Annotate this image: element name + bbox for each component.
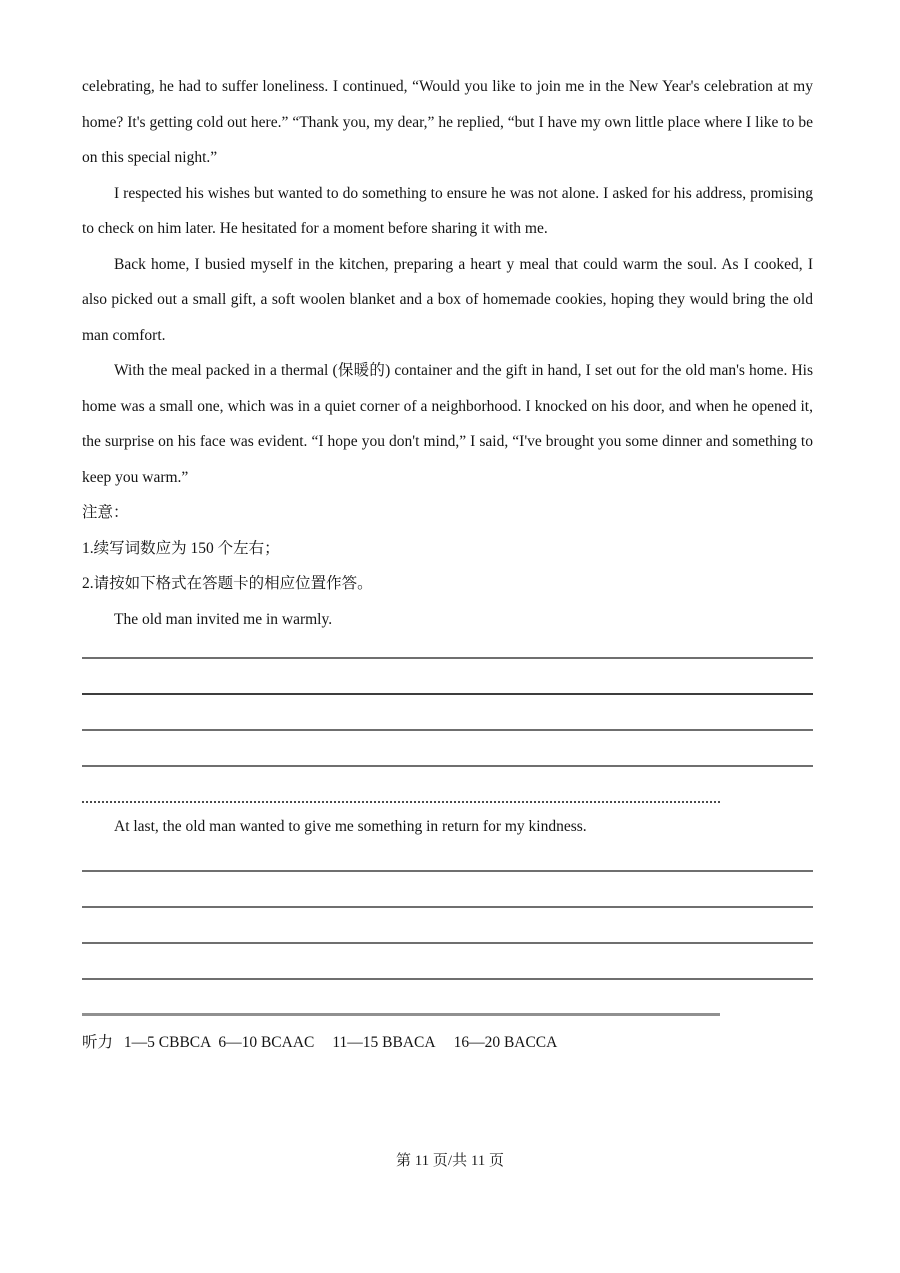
notes-heading: 注意： (82, 504, 129, 521)
page-footer (0, 1150, 900, 1172)
listening-answer-group: 6—10 BCAAC (218, 1033, 315, 1051)
story-paragraph: Back home, I busied myself in the kitchen, preparing a heart y meal that could warm the soul. As I cooked, I also picked out a small gift, a soft woolen blanket and a box of homemade cookies, hoping they would bring the old man comfort. (82, 255, 813, 344)
note-item: 1.续写词数应为 150 个左右； (82, 539, 280, 557)
answer-writing-line (82, 695, 813, 731)
answer-writing-line (82, 767, 720, 803)
page-number: 第 11 页/共 11 页 (395, 1153, 505, 1169)
answer-writing-line (82, 944, 813, 980)
story-paragraph: With the meal packed in a thermal (保暖的) container and the gift in hand, I set out for the old man's home. His home was a small one, which was in a quiet corner of a neighborhood. I knocked on his door, and when he opened it, the surprise on his face was evident. “I hope you don't mind,” I said, “I've brought you some dinner and something to keep you warm.” (82, 362, 813, 486)
answer-writing-line (82, 637, 813, 659)
prompt-sentence-1: The old man invited me in warmly. (114, 610, 333, 628)
listening-answer-group: 16—20 BACCA (453, 1033, 558, 1051)
answer-writing-line (82, 872, 813, 908)
answer-writing-line (82, 845, 813, 872)
answer-writing-line (82, 980, 720, 1016)
answer-section-2 (82, 845, 813, 1016)
story-paragraphs (82, 69, 813, 495)
note-item: 2.请按如下格式在答题卡的相应位置作答。 (82, 575, 373, 592)
listening-answers (82, 1025, 813, 1061)
story-paragraph: celebrating, he had to suffer loneliness. I continued, “Would you like to join me in the New Year's celebration at my home? It's getting cold out here.” “Thank you, my dear,” he replied, “but I have my own little place where I like to be on this special night.” (82, 78, 813, 166)
notes-list (82, 531, 813, 602)
answer-writing-line (82, 731, 813, 767)
story-paragraph: I respected his wishes but wanted to do something to ensure he was not alone. I asked for his address, promising to check on him later. He hesitated for a moment before sharing it with me. (82, 184, 813, 237)
listening-answer-group: 11—15 BBACA (332, 1033, 436, 1051)
answer-section-1 (82, 637, 813, 803)
listening-label: 听力 (82, 1033, 114, 1051)
prompt-sentence-2: At last, the old man wanted to give me something in return for my kindness. (114, 818, 587, 835)
answer-writing-line (82, 908, 813, 944)
listening-answer-group: 1—5 CBBCA (123, 1033, 212, 1051)
answer-writing-line (82, 659, 813, 695)
